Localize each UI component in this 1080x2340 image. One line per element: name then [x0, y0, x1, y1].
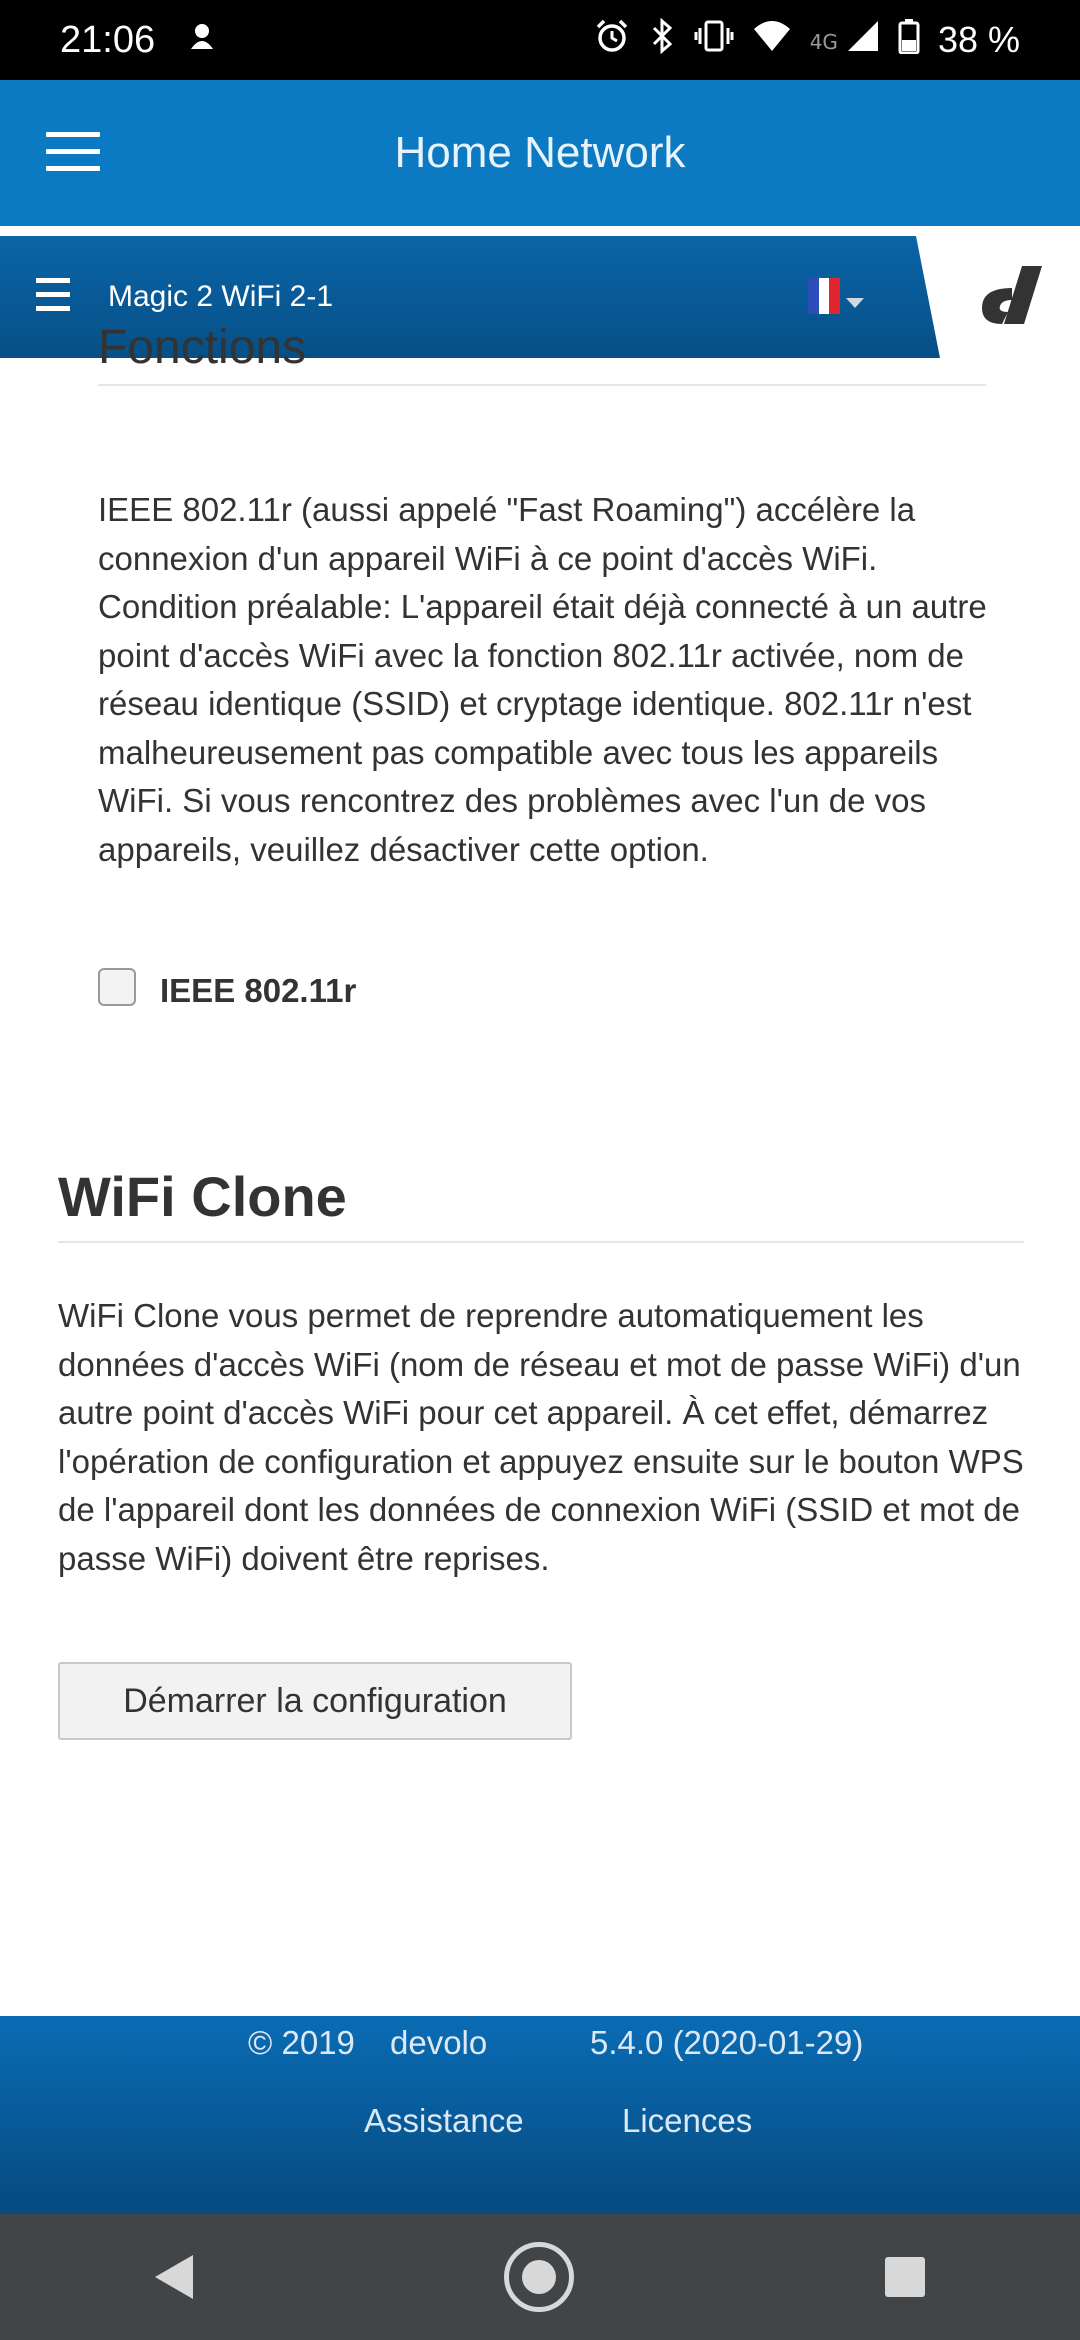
assistance-link[interactable]: Assistance — [364, 2102, 524, 2139]
devolo-logo-icon — [960, 246, 1070, 346]
notification-icon — [185, 19, 219, 62]
device-menu-icon[interactable] — [36, 278, 70, 312]
france-flag-icon[interactable] — [808, 278, 840, 314]
ieee80211r-option[interactable] — [98, 964, 356, 1010]
wifi-icon — [752, 19, 792, 62]
network-type-label: 4G — [809, 29, 838, 54]
copyright-text: © 2019 — [248, 2024, 355, 2061]
device-name: Magic 2 WiFi 2-1 — [108, 280, 334, 313]
licences-link[interactable]: Licences — [622, 2102, 753, 2139]
alarm-icon — [594, 18, 630, 63]
start-configuration-button[interactable]: Démarrer la configuration — [58, 1662, 572, 1740]
battery-icon — [898, 18, 920, 63]
brand-text: devolo — [390, 2024, 488, 2061]
battery-percentage: 38 % — [937, 19, 1020, 60]
wifi-clone-heading: WiFi Clone — [58, 1165, 347, 1228]
signal-icon — [846, 19, 880, 62]
home-icon[interactable] — [504, 2242, 574, 2312]
section-heading-partial: Fonctions — [98, 321, 307, 374]
recent-apps-icon[interactable] — [885, 2257, 925, 2297]
vibrate-icon — [694, 18, 734, 63]
footer — [0, 2016, 1080, 2214]
bluetooth-icon — [648, 18, 676, 63]
divider — [58, 1241, 1024, 1243]
wifi-clone-description: WiFi Clone vous permet de reprendre automatiquement les données d'accès WiFi (nom de réseau et mot de passe WiFi) d'un autre point d'accès WiFi pour cet appareil. À cet effet, démarrez l'opération de configuration et appuyez ensuite sur le bouton WPS de l'appareil dont les données de connexion WiFi (SSID et mot de passe WiFi) doivent être reprises. — [58, 1297, 1024, 1577]
app-header — [0, 80, 1080, 226]
ieee80211r-label[interactable]: IEEE 802.11r — [160, 972, 357, 1009]
language-dropdown-caret-icon[interactable] — [846, 298, 864, 308]
firmware-version: 5.4.0 (2020-01-29) — [590, 2024, 864, 2061]
ieee80211r-checkbox[interactable] — [98, 968, 136, 1006]
system-navigation-bar — [0, 2214, 1080, 2340]
fast-roaming-description: IEEE 802.11r (aussi appelé "Fast Roaming") accélère la connexion d'un appareil WiFi à ce point d'accès WiFi. Condition préalable: L'appareil était déjà connecté à un autre point d'accès WiFi avec la fonction 802.11r activée, nom de réseau identique (SSID) et cryptage identique. 802.11r n'est malheureusement pas compatible avec tous les appareils WiFi. Si vous rencontrez des problèmes avec l'un de vos appareils, veuillez désactiver cette option. — [98, 491, 987, 868]
divider — [98, 384, 986, 386]
hamburger-menu-icon[interactable] — [46, 132, 100, 172]
app-title: Home Network — [394, 128, 686, 177]
status-time: 21:06 — [60, 18, 156, 61]
back-icon[interactable] — [155, 2255, 193, 2299]
status-bar — [0, 0, 1080, 80]
